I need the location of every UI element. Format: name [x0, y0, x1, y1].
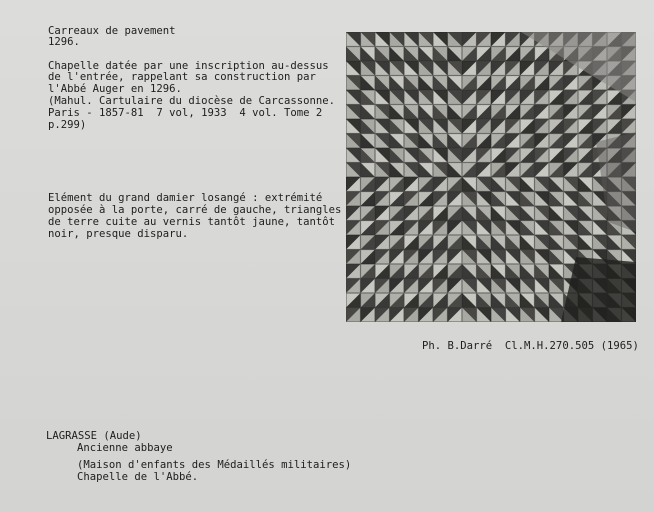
location-institution: (Maison d'enfants des Médaillés militaires) [77, 459, 352, 471]
title-line-2: 1296. [48, 36, 80, 48]
photo-credit: Ph. B.Darré Cl.M.H.270.505 (1965) [422, 340, 639, 352]
detail-line-2: opposée à la porte, carré de gauche, triangles [48, 204, 342, 216]
description-line-2: de l'entrée, rappelant sa construction par [48, 71, 316, 83]
description-line-3: l'Abbé Auger en 1296. [48, 83, 182, 95]
description-line-6: p.299) [48, 119, 87, 131]
detail-line-3: de terre cuite au vernis tantôt jaune, tantôt [48, 216, 336, 228]
title-line-1: Carreaux de pavement [48, 25, 176, 37]
tile-pattern-image [346, 32, 636, 322]
description-line-4: (Mahul. Cartulaire du diocèse de Carcassonne. [48, 95, 336, 107]
location-room: Chapelle de l'Abbé. [77, 471, 199, 483]
pavement-tiles-photo [346, 32, 636, 322]
description-line-1: Chapelle datée par une inscription au-dessus [48, 60, 329, 72]
detail-line-1: Elément du grand damier losangé : extrémité [48, 192, 323, 204]
detail-line-4: noir, presque disparu. [48, 228, 189, 240]
location-building: Ancienne abbaye [77, 442, 173, 454]
location-place: LAGRASSE (Aude) [46, 430, 142, 442]
description-line-5: Paris - 1857-81 7 vol, 1933 4 vol. Tome 2 [48, 107, 323, 119]
